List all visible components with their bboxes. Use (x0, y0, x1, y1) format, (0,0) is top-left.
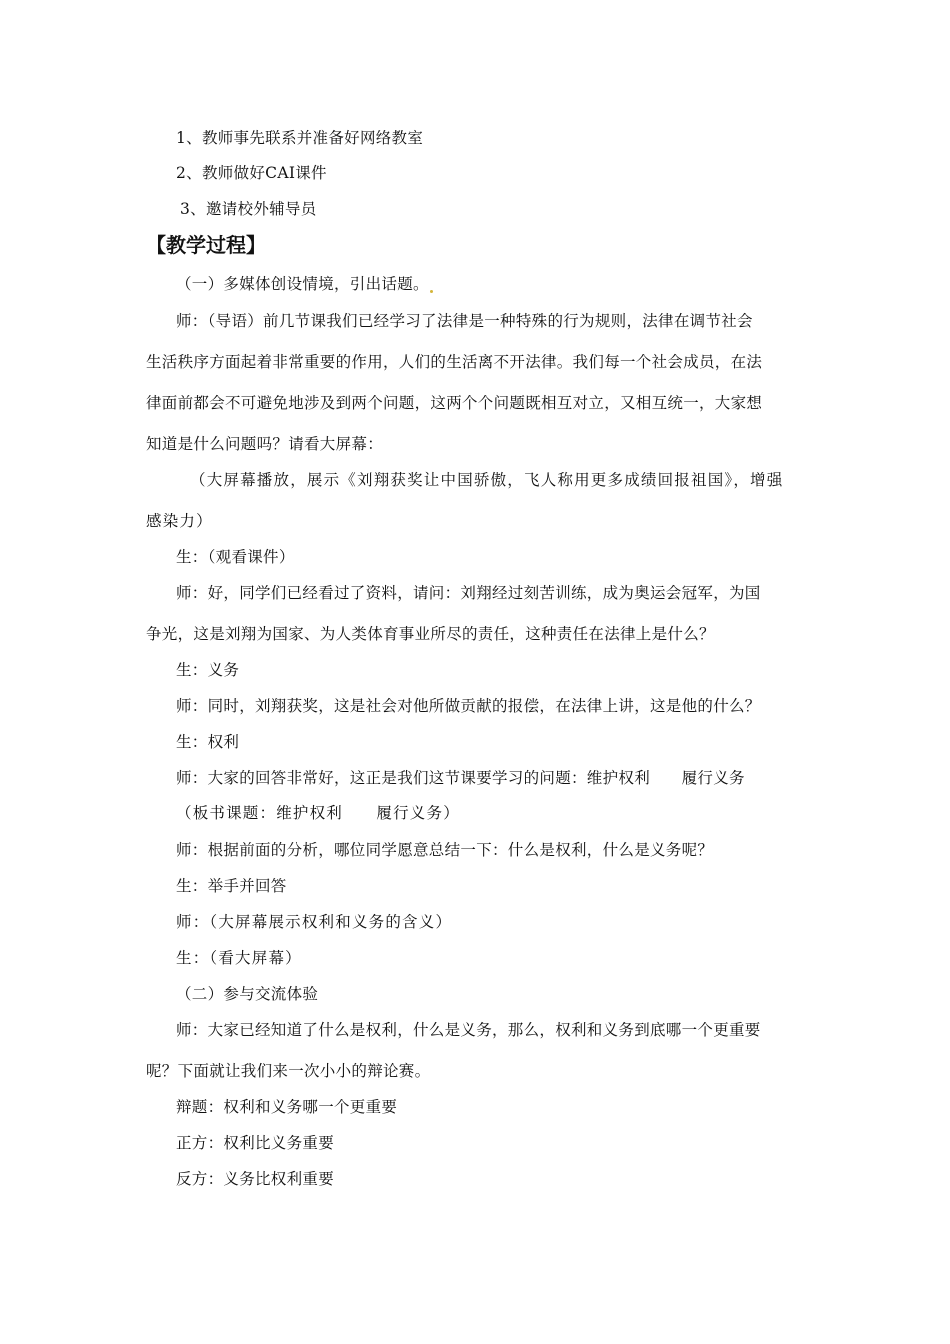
teacher-line-3: 师：同时，刘翔获奖，这是社会对他所做贡献的报偿，在法律上讲，这是他的什么？ (176, 697, 761, 715)
teacher-line-7a: 师：大家已经知道了什么是权利，什么是义务，那么，权利和义务到底哪一个更重要 (176, 1021, 761, 1039)
board-note: （板书课题：维护权利 履行义务） (176, 804, 460, 822)
student-line-5: 生：（看大屏幕） (176, 949, 302, 967)
prep-item-3: 3、邀请校外辅导员 (180, 200, 317, 218)
part1-title (176, 274, 434, 294)
part2-title: （二）参与交流体验 (176, 985, 319, 1003)
student-line-4: 生：举手并回答 (176, 877, 287, 895)
student-line-3: 生：权利 (176, 733, 240, 751)
debate-affirmative: 正方：权利比义务重要 (176, 1134, 335, 1152)
teacher-line-4: 师：大家的回答非常好，这正是我们这节课要学习的问题：维护权利 履行义务 (176, 769, 745, 787)
part1-title-text: （一）多媒体创设情境，引出话题。 (176, 275, 429, 293)
screen-note-line-1: （大屏幕播放，展示《刘翔获奖让中国骄傲，飞人称用更多成绩回报祖国》，增强 (190, 471, 784, 489)
screen-note-line-2: 感染力） (146, 512, 213, 530)
student-line-1: 生：（观看课件） (176, 548, 295, 566)
prep-item-1: 1、教师事先联系并准备好网络教室 (176, 129, 424, 147)
intro-line-4: 知道是什么问题吗？请看大屏幕： (146, 435, 384, 453)
prep-item-2: 2、教师做好CAI课件 (176, 164, 327, 182)
debate-negative: 反方：义务比权利重要 (176, 1170, 335, 1188)
teacher-line-2a: 师：好，同学们已经看过了资料，请问：刘翔经过刻苦训练，成为奥运会冠军，为国 (176, 584, 761, 602)
section-heading-teaching-process: 【教学过程】 (146, 233, 266, 257)
intro-line-1: 师：（导语）前几节课我们已经学习了法律是一种特殊的行为规则，法律在调节社会 (176, 312, 753, 330)
intro-line-2: 生活秩序方面起着非常重要的作用，人们的生活离不开法律。我们每一个社会成员，在法 (146, 353, 763, 371)
intro-line-3: 律面前都会不可避免地涉及到两个问题，这两个个问题既相互对立，又相互统一，大家想 (146, 394, 763, 412)
student-line-2: 生：义务 (176, 661, 240, 679)
teacher-line-5: 师：根据前面的分析，哪位同学愿意总结一下：什么是权利，什么是义务呢？ (176, 841, 714, 859)
stray-dot-mark (430, 290, 433, 293)
teacher-line-6: 师：（大屏幕展示权利和义务的含义） (176, 913, 453, 931)
teacher-line-7b: 呢？下面就让我们来一次小小的辩论赛。 (146, 1062, 431, 1080)
teacher-line-2b: 争光，这是刘翔为国家、为人类体育事业所尽的责任，这种责任在法律上是什么？ (146, 625, 715, 643)
debate-topic: 辩题：权利和义务哪一个更重要 (176, 1098, 398, 1116)
